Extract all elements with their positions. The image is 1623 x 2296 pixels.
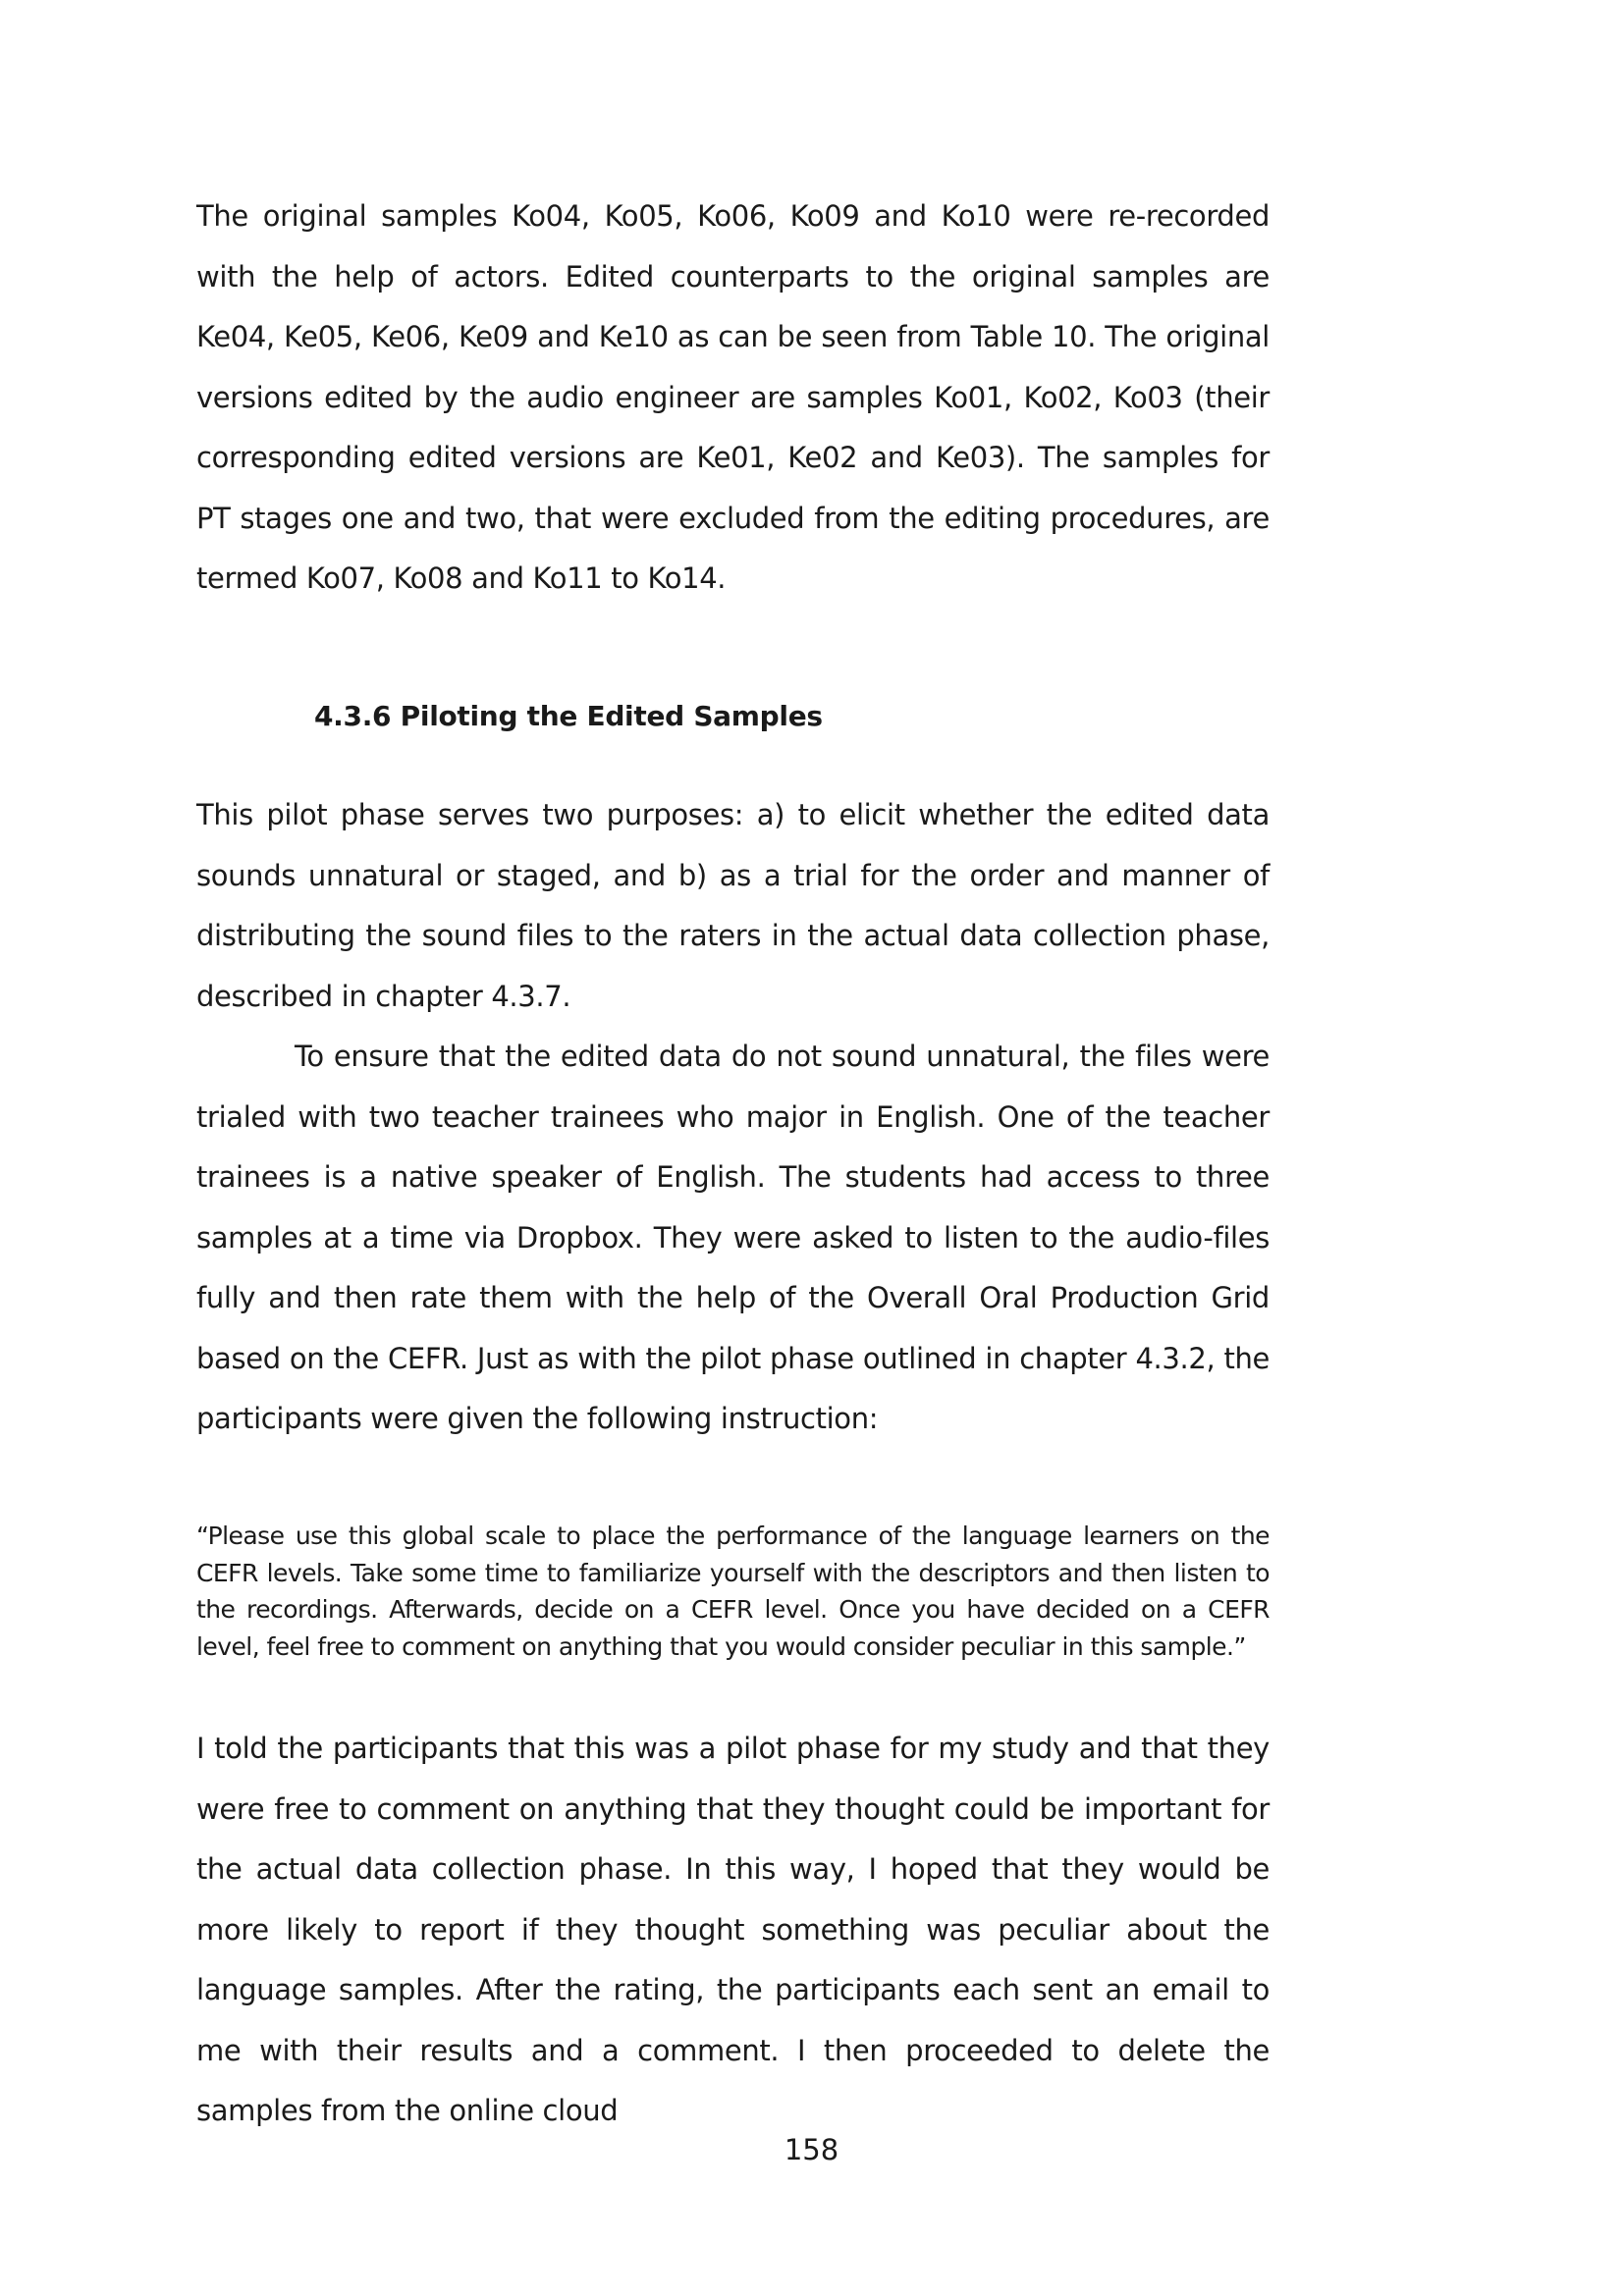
page-number: 158	[784, 2133, 839, 2166]
body-paragraph-participants: I told the participants that this was a pilot phase for my study and that they were free to comment on anything that they thought could be important for the actual data collection phase. In this way, I hoped that they would be more likely to report if they thought something was peculiar about the language samples. After the rating, the participants each sent an email to me with their results and a comment. I then proceeded to delete the samples from the online cloud	[196, 1732, 1270, 2127]
body-paragraph-pilot-purposes: This pilot phase serves two purposes: a) to elicit whether the edited data sounds unnatural or staged, and b) as a trial for the order and manner of distributing the sound files to the raters in the actual data collection phase, described in chapter 4.3.7.	[196, 798, 1270, 1013]
body-paragraph-original-samples: The original samples Ko04, Ko05, Ko06, Ko09 and Ko10 were re-recorded with the help of actors. Edited counterparts to the original samples are Ke04, Ke05, Ke06, Ke09 and Ke10 as can be seen from Table 10. The original versions edited by the audio engineer are samples Ko01, Ko02, Ko03 (their corresponding edited versions are Ke01, Ke02 and Ke03). The samples for PT stages one and two, that were excluded from the editing procedures, are termed Ko07, Ko08 and Ko11 to Ko14.	[196, 199, 1270, 595]
instruction-block-quote: “Please use this global scale to place the performance of the language learners on the CEFR levels. Take some time to familiarize yourself with the descriptors and then listen to the recordings. Afterwards, decide on a CEFR level. Once you have decided on a CEFR level, feel free to comment on anything that you would consider peculiar in this sample.”	[196, 1522, 1270, 1661]
section-heading: 4.3.6 Piloting the Edited Samples	[314, 700, 823, 732]
body-paragraph-trial-description: To ensure that the edited data do not sound unnatural, the files were trialed with two teacher trainees who major in English. One of the teacher trainees is a native speaker of English. The students had access to three samples at a time via Dropbox. They were asked to listen to the audio-files fully and then rate them with the help of the Overall Oral Production Grid based on the CEFR. Just as with the pilot phase outlined in chapter 4.3.2, the participants were given the following instruction:	[196, 1040, 1270, 1435]
